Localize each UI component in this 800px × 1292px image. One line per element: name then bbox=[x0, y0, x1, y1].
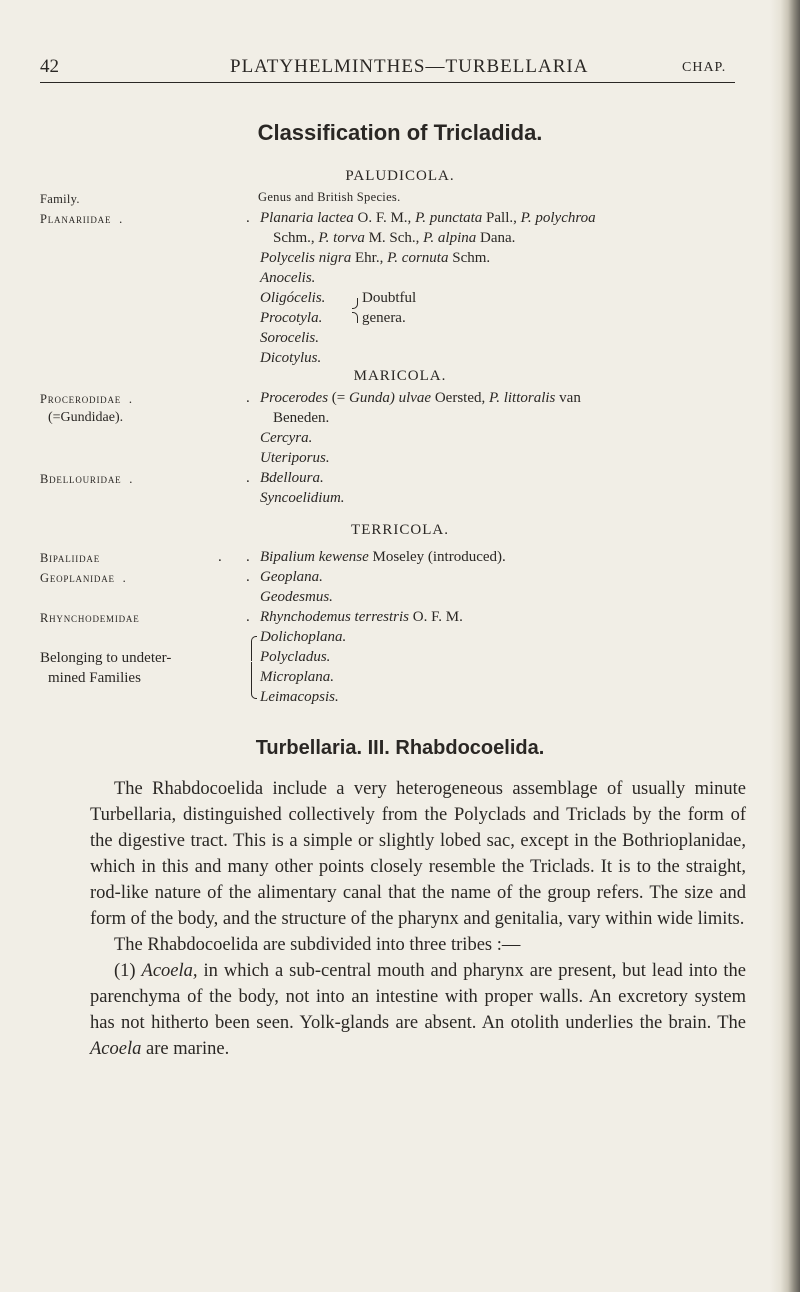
procerodes-line bbox=[260, 390, 581, 407]
family-name: Rhynchodemidae bbox=[40, 611, 140, 625]
planaria-line-2 bbox=[273, 230, 515, 247]
authority: Oersted, bbox=[431, 390, 489, 406]
classification-title: Classification of Tricladida. bbox=[257, 120, 543, 145]
genus-geoplana: Geoplana. bbox=[260, 569, 323, 585]
species-name: Planaria lactea bbox=[260, 210, 354, 226]
chapter-label: CHAP. bbox=[682, 60, 727, 75]
dot-leader: . bbox=[246, 569, 250, 585]
paragraph-1: The Rhabdocoelida include a very heterogeneous assemblage of usually minute Turbellaria, distinguished collectively from the Polyclads and Triclads by the form of the digestive tract. This is a simple or slightly lobed sac, except in the Bothrioplanidae, which in this and many other points closely resemble the Triclads. It is to the straight, rod-like nature of the alimentary canal that the name of the group refers. The size and form of the body, and the structure of the pharynx and genitalia, vary within wide limits. bbox=[90, 779, 746, 929]
doubtful-label: Doubtful bbox=[362, 290, 417, 306]
authority: M. Sch., bbox=[364, 230, 424, 246]
bipalium-line bbox=[260, 549, 506, 566]
genus-leimacopsis: Leimacopsis. bbox=[260, 689, 339, 705]
authority: Pall., bbox=[482, 210, 521, 226]
family-procerodidae: Procerodidae . bbox=[40, 392, 133, 406]
genus-bdelloura: Bdelloura. bbox=[260, 470, 324, 486]
page-header bbox=[0, 52, 760, 82]
rhabdocoelida-title: Turbellaria. III. Rhabdocoelida. bbox=[255, 737, 545, 759]
family-name: Procerodidae bbox=[40, 392, 122, 406]
family-planariidae: Planariidae . bbox=[40, 212, 124, 226]
terricola-heading: TERRICOLA. bbox=[351, 522, 449, 538]
paludicola-heading: PALUDICOLA. bbox=[345, 168, 455, 184]
genus-syncoelidium: Syncoelidium. bbox=[260, 490, 345, 506]
tribe-name: Acoela, bbox=[141, 961, 198, 981]
dot-leader: . bbox=[246, 470, 250, 486]
genus-uteriporus: Uteriporus. bbox=[260, 450, 330, 466]
authority: van bbox=[555, 390, 581, 406]
running-title: PLATYHELMINTHES—TURBELLARIA bbox=[230, 56, 589, 77]
authority: O. F. M. bbox=[409, 609, 463, 625]
species-name: Polycelis nigra bbox=[260, 250, 352, 266]
genus-polycladus: Polycladus. bbox=[260, 649, 331, 665]
paragraph-3 bbox=[90, 958, 746, 1062]
dot-leader: . bbox=[246, 549, 250, 565]
species-name: P. punctata bbox=[415, 210, 483, 226]
genus-caption: Genus and British Species. bbox=[258, 190, 401, 204]
species-name: Bipalium kewense bbox=[260, 549, 369, 565]
paragraph-2: The Rhabdocoelida are subdivided into three tribes :— bbox=[114, 935, 521, 955]
rhynchodemus-line bbox=[260, 609, 463, 626]
undetermined-label-line-1: Belonging to undeter- bbox=[40, 650, 172, 666]
family-bdellouridae: Bdellouridae . bbox=[40, 472, 134, 486]
authority: Schm., bbox=[273, 230, 319, 246]
authority: Moseley (introduced). bbox=[368, 549, 506, 565]
polycelis-line bbox=[260, 250, 490, 267]
dot-leader: . bbox=[246, 390, 250, 406]
family-caption: Family. bbox=[40, 192, 80, 206]
family-bipaliidae bbox=[40, 551, 100, 566]
dot-leader: . bbox=[246, 609, 250, 625]
species-name: Rhynchodemus terrestris bbox=[260, 609, 410, 625]
body-text bbox=[90, 776, 746, 1062]
family-procerodidae-synonym: (=Gundidae). bbox=[48, 410, 124, 425]
genus-oligocelis: Oligócelis. bbox=[260, 290, 326, 306]
undetermined-brace-top bbox=[251, 636, 257, 661]
genus-geodesmus: Geodesmus. bbox=[260, 589, 333, 605]
species-name: Procerodes bbox=[260, 390, 329, 406]
paragraph-text: in which a sub-central mouth and pharynx are present, but lead into the parenchyma of the body, not into an intestine with proper walls. An excretory system has not hitherto been seen. Yolk-glands are absent. An otolith underlies the brain. The bbox=[90, 961, 746, 1033]
species-name: P. littoralis bbox=[488, 390, 556, 406]
authority: Ehr., bbox=[351, 250, 388, 266]
tribe-name: Acoela bbox=[90, 1039, 142, 1059]
genus-dicotylus: Dicotylus. bbox=[260, 350, 322, 366]
species-name: P. alpina bbox=[423, 230, 477, 246]
family-name: Bipaliidae bbox=[40, 551, 101, 565]
genera-label: genera. bbox=[362, 310, 406, 326]
page-edge-shadow bbox=[770, 0, 800, 1292]
genus-cercyra: Cercyra. bbox=[260, 430, 313, 446]
family-geoplanidae: Geoplanidae . bbox=[40, 571, 127, 585]
authority: O. F. M., bbox=[353, 210, 416, 226]
authority: Schm. bbox=[448, 250, 491, 266]
paragraph-text: are marine. bbox=[141, 1039, 230, 1059]
genus-microplana: Microplana. bbox=[260, 669, 335, 685]
doubtful-brace bbox=[352, 298, 358, 309]
genus-anocelis: Anocelis. bbox=[260, 270, 316, 286]
maricola-heading: MARICOLA. bbox=[353, 368, 447, 384]
family-name: Bdellouridae bbox=[40, 472, 122, 486]
species-name: P. polychroa bbox=[520, 210, 596, 226]
genus-sorocelis: Sorocelis. bbox=[260, 330, 320, 346]
header-rule bbox=[40, 82, 735, 83]
family-name: Planariidae bbox=[40, 212, 112, 226]
family-rhynchodemidae bbox=[40, 611, 140, 626]
genus-dolichoplana: Dolichoplana. bbox=[260, 629, 347, 645]
species-name: Gunda) ulvae bbox=[349, 390, 432, 406]
undetermined-brace-bottom bbox=[251, 662, 257, 699]
doubtful-brace bbox=[352, 312, 358, 323]
authority: Dana. bbox=[476, 230, 516, 246]
genus-procotyla: Procotyla. bbox=[260, 310, 323, 326]
undetermined-label-line-2: mined Families bbox=[48, 670, 141, 686]
planaria-line-1 bbox=[260, 210, 596, 227]
family-name: Geoplanidae bbox=[40, 571, 115, 585]
procerodes-line-2: Beneden. bbox=[273, 410, 330, 426]
tribe-number: (1) bbox=[114, 961, 142, 981]
dot-leader: . bbox=[246, 210, 250, 226]
page-number: 42 bbox=[40, 56, 59, 77]
authority: (= bbox=[328, 390, 350, 406]
species-name: P. torva bbox=[318, 230, 365, 246]
dot-leader: . bbox=[218, 549, 222, 565]
species-name: P. cornuta bbox=[387, 250, 449, 266]
